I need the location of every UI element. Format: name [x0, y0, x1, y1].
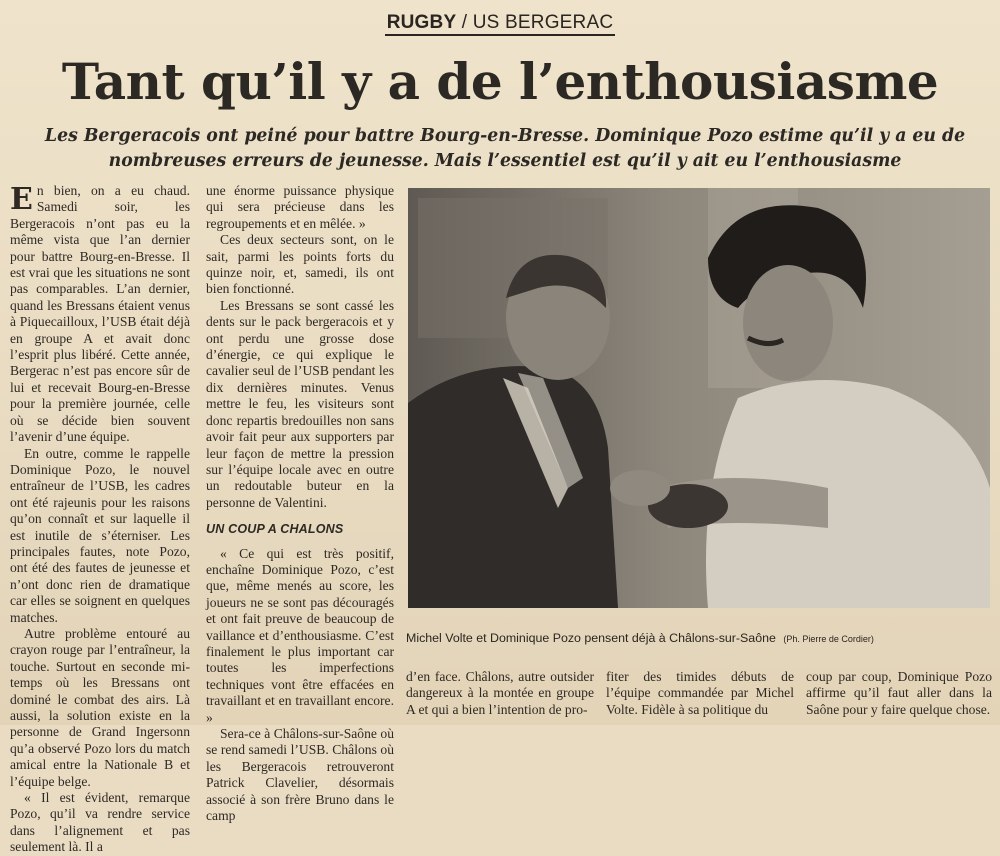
- caption-text: Michel Volte et Dominique Pozo pensent déjà à Châlons-sur-Saône: [406, 631, 776, 645]
- paragraph: Autre problème entouré au crayon rouge par l’entraîneur, la touche. Surtout en seconde mi-temps où les Bressans ont dominé le combat des airs. Là aussi, la solution existe en la personne de Grand Ingersonn qu’a observé Pozo lors du match amical entre la Nationale B et l’équipe belge.: [10, 625, 190, 789]
- paragraph: « Ce qui est très positif, enchaîne Dominique Pozo, c’est que, même menés au score, les joueurs ne se sont pas découragés et ont fait preuve de beaucoup de vaillance et d’enthousiasme. C’est finalement le plus important car toutes les imperfections techniques vont être effacées en travaillant et en travaillant encore. »: [206, 545, 394, 725]
- deck-subtitle: Les Bergeracois ont peiné pour battre Bourg-en-Bresse. Dominique Pozo estime qu’il y a eu de nombreuses erreurs de jeunesse. Mais l’essentiel est qu’il y ait eu l’enthousiasme: [44, 126, 966, 171]
- section-kicker: [0, 12, 1000, 34]
- paragraph-text: n bien, on a eu chaud. Samedi soir, les Bergeracois n’ont pas eu la même vista que l’an dernier pour battre Bourg-en-Bresse. Il est vrai que les situations ne sont pas comparables. L’an dernier, quand les Bressans étaient venus à Piquecailloux, l’USB était déjà en groupe A et avait donc l’esprit plus libéré. Cette année, Bergerac n’est pas encore sûr de lui et recevait Bourg-en-Bresse pour la première journée, celle où se décide bien souvent l’avenir d’une équipe.: [10, 183, 190, 445]
- article-column-5: coup par coup, Dominique Pozo affirme qu’il faut aller dans la Saône pour y faire quelque chose.: [806, 669, 992, 717]
- photo-caption: [406, 631, 990, 645]
- article-column-3: d’en face. Châlons, autre outsider dangereux à la montée en groupe A et qui a bien l’intention de pro-: [406, 669, 594, 717]
- photo-credit: (Ph. Pierre de Cordier): [783, 634, 874, 644]
- headline: Tant qu’il y a de l’enthousiasme: [61, 52, 939, 111]
- kicker-separator: /: [456, 12, 473, 33]
- paragraph: Les Bressans se sont cassé les dents sur le pack bergeracois et y ont perdu une grosse dose d’énergie, ce qui explique le cavalier seul de l’USB pendant les dix dernières minutes. Venus mettre le feu, les visiteurs sont donc repartis bredouilles non sans avoir fait peur aux supporters par leur façon de mettre la pression sur l’équipe locale avec en outre un redoutable buteur en la personne de Valentini.: [206, 297, 394, 510]
- kicker-team: US BERGERAC: [472, 12, 614, 33]
- article-column-1: [10, 183, 190, 856]
- section-subhead: UN COUP A CHALONS: [206, 522, 344, 537]
- kicker-underline: [385, 12, 616, 36]
- paragraph: « Il est évident, remarque Pozo, qu’il va rendre service dans l’alignement et pas seulement là. Il a: [10, 790, 190, 855]
- paragraph: [10, 183, 190, 446]
- photo-illustration: [408, 188, 990, 608]
- paragraph: Sera-ce à Châlons-sur-Saône où se rend samedi l’USB. Châlons où les Bergeracois retrouveront Patrick Clavelier, désormais associé à son frère Bruno dans le camp: [206, 726, 394, 824]
- paragraph: Ces deux secteurs sont, on le sait, parmi les points forts du quinze noir, et, samedi, ils ont bien fonctionné.: [206, 232, 394, 297]
- paragraph: une énorme puissance physique qui sera précieuse dans les regroupements et en mêlée. »: [206, 183, 394, 231]
- paragraph: En outre, comme le rappelle Dominique Pozo, le nouvel entraîneur de l’USB, les cadres ont été rajeunis pour les raisons qu’on connaît et sur laquelle il est inutile de s’éterniser. Les principales fautes, note Pozo, ont été des fautes de jeunesse et n’ont donc rien de dramatique car elles se soignent en quelques matches.: [10, 445, 190, 625]
- article-column-2: [206, 183, 394, 824]
- drop-cap: E: [10, 182, 33, 217]
- kicker-section: RUGBY: [386, 12, 457, 33]
- article-column-4: fiter des timides débuts de l’équipe commandée par Michel Volte. Fidèle à sa politique du: [606, 669, 794, 717]
- photo-coaches: [408, 188, 990, 608]
